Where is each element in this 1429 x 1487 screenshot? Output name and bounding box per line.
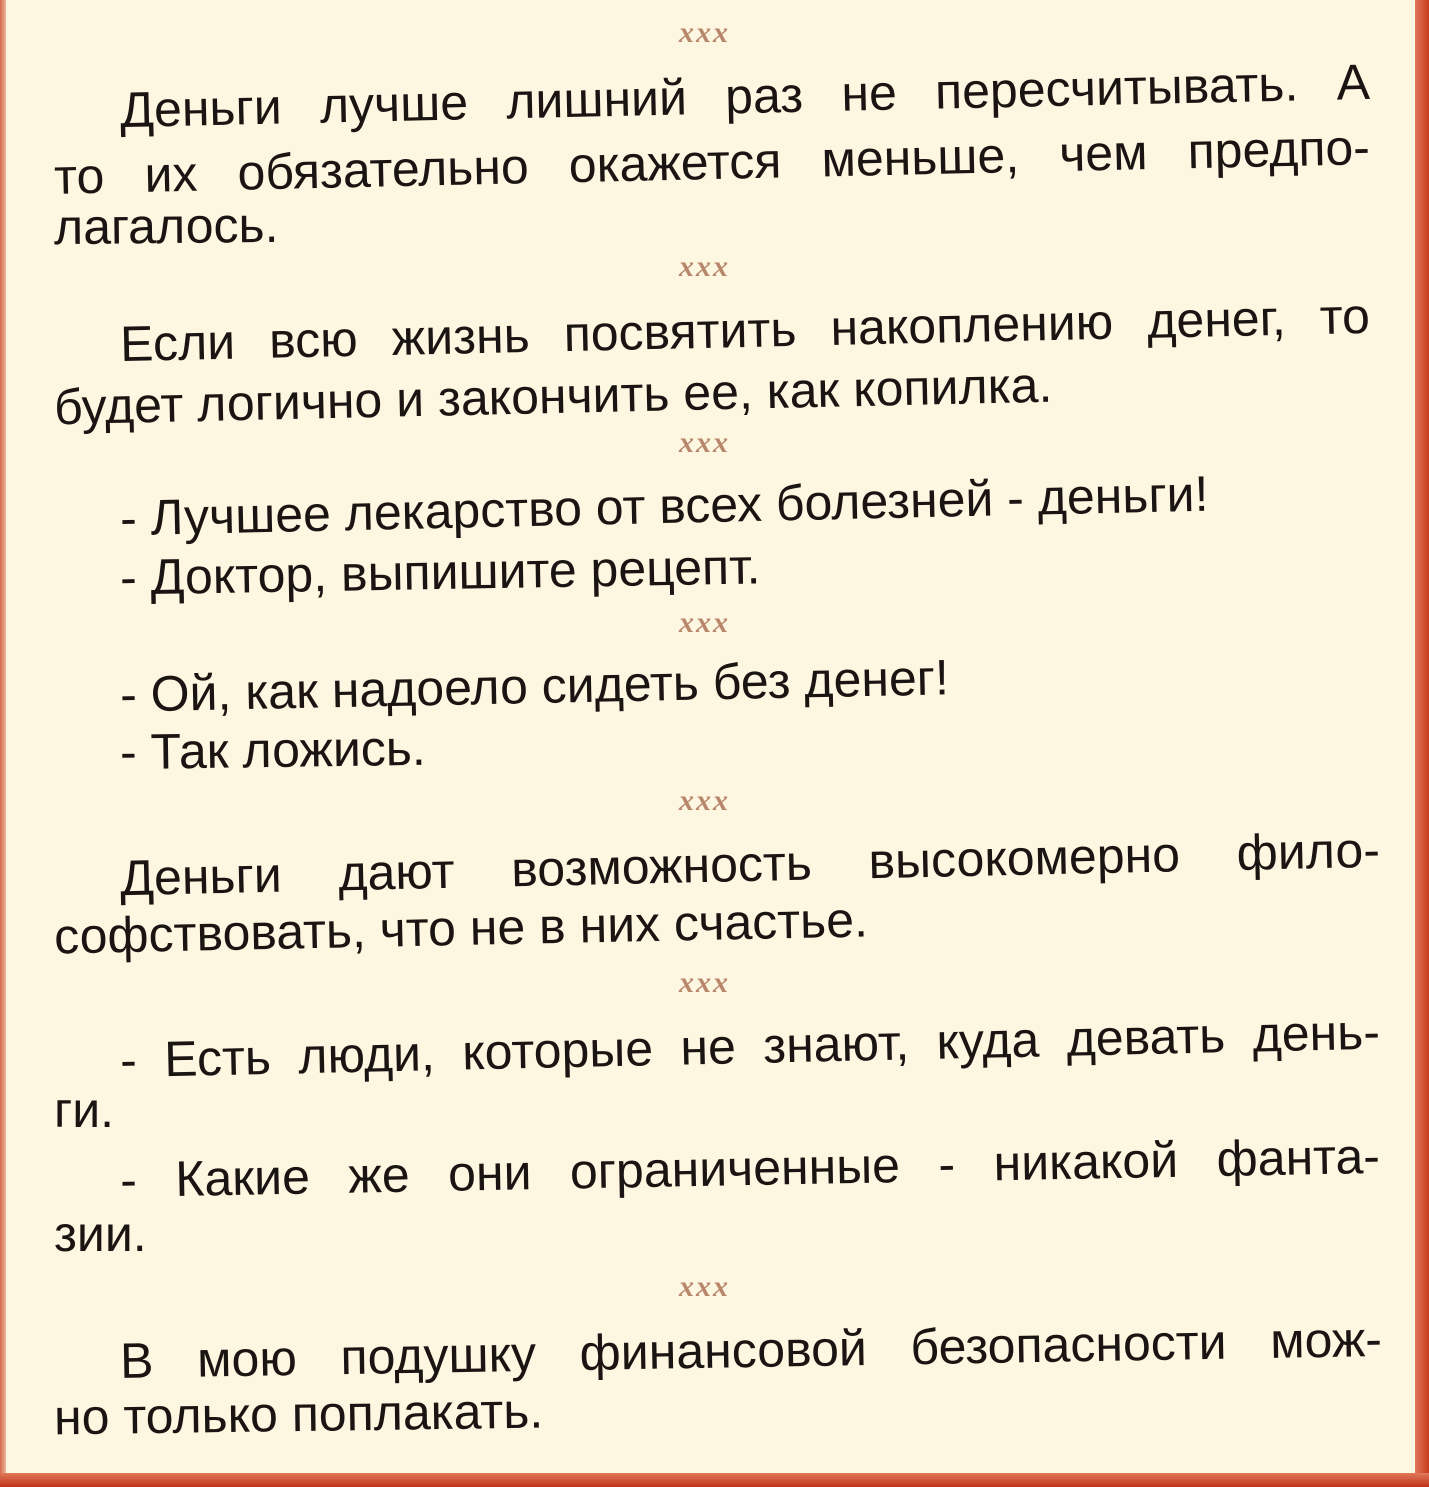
text-line: ги. xyxy=(54,1082,115,1138)
text-line: - Так ложись. xyxy=(119,719,427,781)
text-line: но только поплакать. xyxy=(53,1382,544,1446)
text-line: будет логично и закончить ее, как копилка. xyxy=(53,356,1053,436)
separator: xxx xyxy=(679,250,730,283)
separator: xxx xyxy=(679,1270,730,1303)
text-line: Деньги дают возможность высокомерно фило- xyxy=(119,821,1381,907)
separator: xxx xyxy=(679,426,730,459)
separator: xxx xyxy=(679,16,730,49)
separator: xxx xyxy=(679,784,730,817)
text-line: - Ой, как надоело сидеть без денег! xyxy=(119,649,950,723)
text-line: - Лучшее лекарство от всех болезней - деньги! xyxy=(119,465,1210,547)
text-line: - Есть люди, которые не знают, куда девать день- xyxy=(119,1003,1381,1089)
text-line: лагалось. xyxy=(53,196,279,256)
text-line: зии. xyxy=(54,1206,147,1262)
text-line: софствовать, что не в них счастье. xyxy=(53,891,869,965)
text-line: то их обязательно окажется меньше, чем предпо- xyxy=(53,119,1371,205)
separator: xxx xyxy=(679,966,730,999)
separator: xxx xyxy=(679,606,730,639)
text-line: В мою подушку финансовой безопасности мож- xyxy=(119,1310,1383,1390)
text-line: Деньги лучше лишний раз не пересчитывать. А xyxy=(119,53,1371,139)
text-line: Если всю жизнь посвятить накоплению денег, то xyxy=(119,287,1371,373)
text-line: - Какие же они ограниченные - никакой фанта- xyxy=(119,1127,1381,1209)
text-line: - Доктор, выпишите рецепт. xyxy=(119,538,761,606)
